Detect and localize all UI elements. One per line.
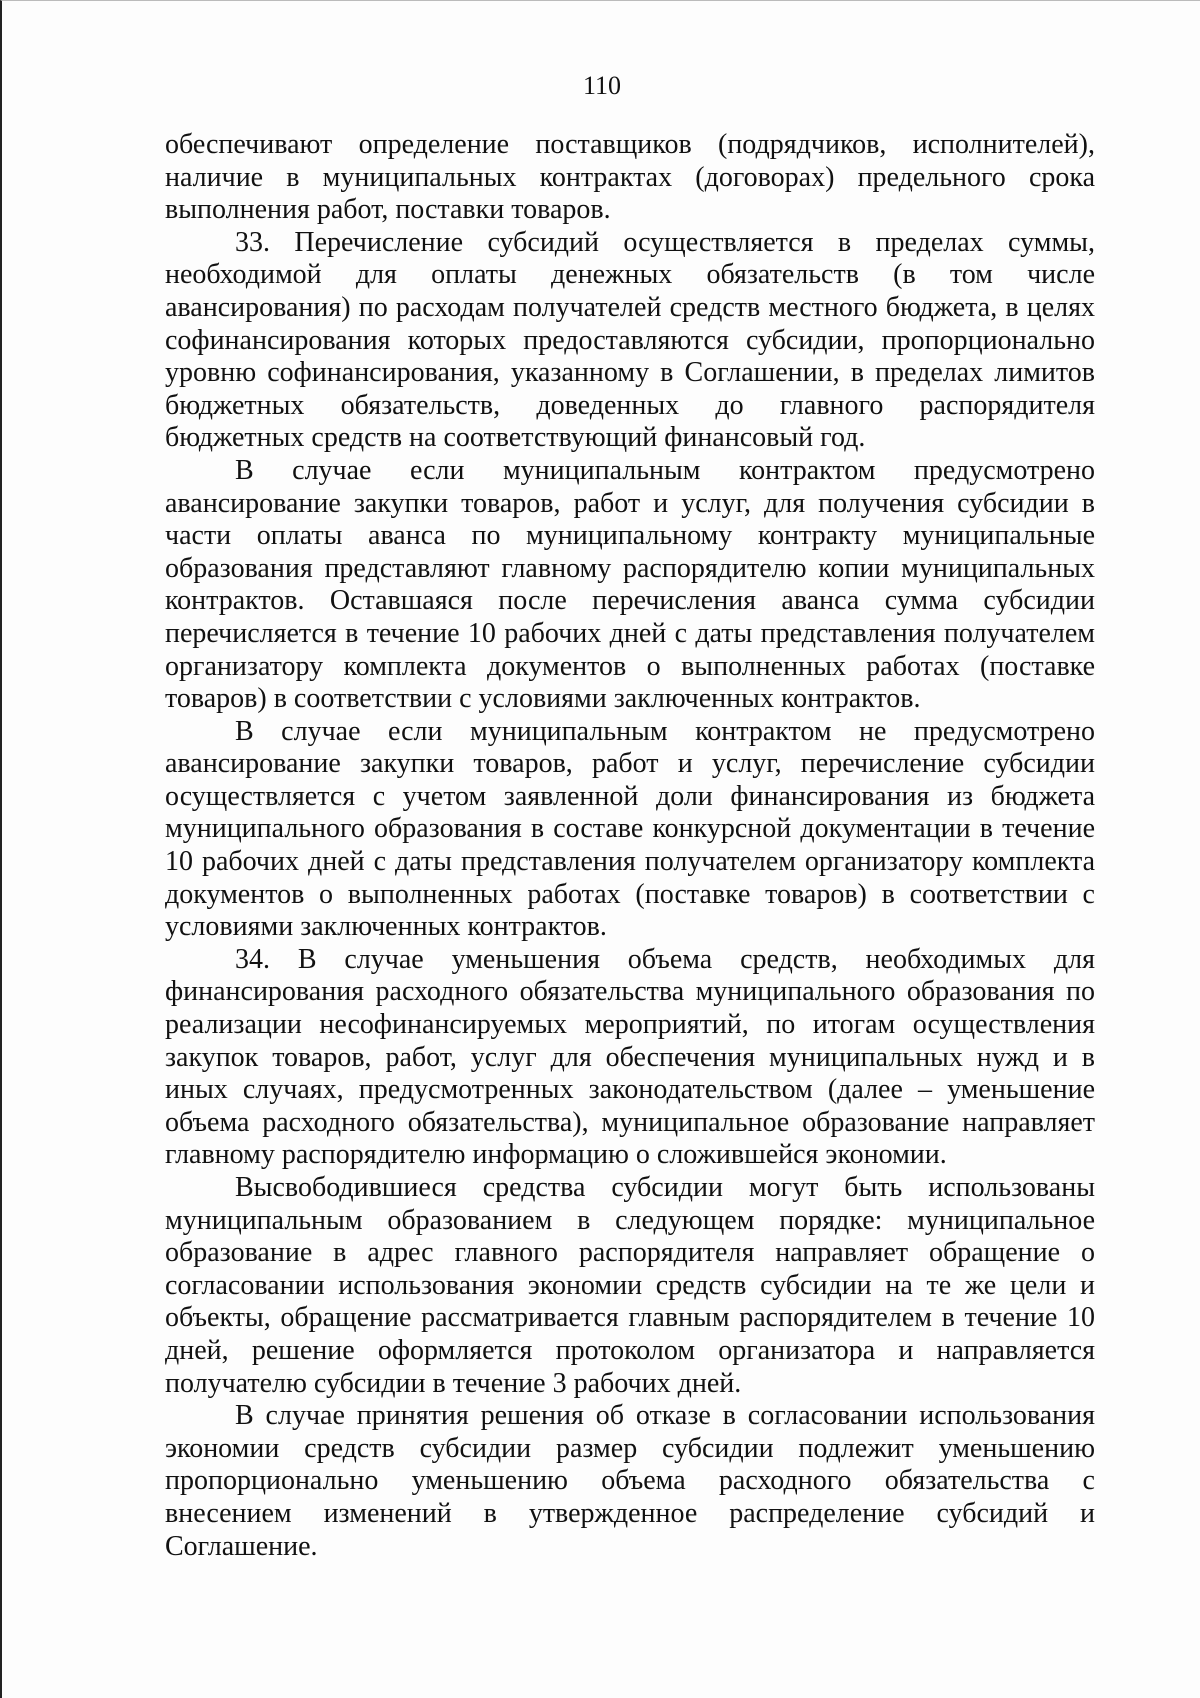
paragraph-item-34: 34. В случае уменьшения объема средств, необходимых для финансирования расходного обязательства муниципального образования по реализации несофинансируемых мероприятий, по итогам осуществления закупок товаров, работ, услуг для обеспечения муниципальных нужд и в иных случаях, предусмотренных законодательством (далее – уменьшение объема расходного обязательства), муниципальное образование направляет главному распорядителю информацию о сложившейся экономии. (165, 943, 1095, 1171)
paragraph-continuation: обеспечивают определение поставщиков (подрядчиков, исполнителей), наличие в муниципальных контрактах (договорах) предельного срока выполнения работ, поставки товаров. (165, 129, 1095, 226)
page-number: 110 (582, 71, 622, 100)
paragraph-refusal: В случае принятия решения об отказе в согласовании использования экономии средств субсидии размер субсидии подлежит уменьшению пропорционально уменьшению объема расходного обязательства с внесением изменений в утвержденное распределение субсидий и Соглашение. (165, 1400, 1095, 1562)
document-body (165, 129, 1095, 1563)
paragraph-item-33: 33. Перечисление субсидий осуществляется в пределах суммы, необходимой для оплаты денежных обязательств (в том числе авансирования) по расходам получателей средств местного бюджета, в целях софинансирования которых предоставляются субсидии, пропорционально уровню софинансирования, указанному в Соглашении, в пределах лимитов бюджетных обязательств, доведенных до главного распорядителя бюджетных средств на соответствующий финансовый год. (165, 226, 1095, 454)
paragraph-released-funds: Высвободившиеся средства субсидии могут быть использованы муниципальным образованием в следующем порядке: муниципальное образование в адрес главного распорядителя направляет обращение о согласовании использования экономии средств субсидии на те же цели и объекты, обращение рассматривается главным распорядителем в течение 10 дней, решение оформляется протоколом организатора и направляется получателю субсидии в течение 3 рабочих дней. (165, 1172, 1095, 1399)
paragraph-no-advance-payment: В случае если муниципальным контрактом не предусмотрено авансирование закупки товаров, работ и услуг, перечисление субсидии осуществляется с учетом заявленной доли финансирования из бюджета муниципального образования в составе конкурсной документации в течение 10 рабочих дней с даты представления получателем организатору комплекта документов о выполненных работах (поставке товаров) в соответствии с условиями заключенных контрактов. (165, 715, 1095, 943)
paragraph-advance-payment: В случае если муниципальным контрактом предусмотрено авансирование закупки товаров, работ и услуг, для получения субсидии в части оплаты аванса по муниципальному контракту муниципальные образования представляют главному распорядителю копии муниципальных контрактов. Оставшаяся после перечисления аванса сумма субсидии перечисляется в течение 10 рабочих дней с даты представления получателем организатору комплекта документов о выполненных работах (поставке товаров) в соответствии с условиями заключенных контрактов. (165, 454, 1095, 715)
